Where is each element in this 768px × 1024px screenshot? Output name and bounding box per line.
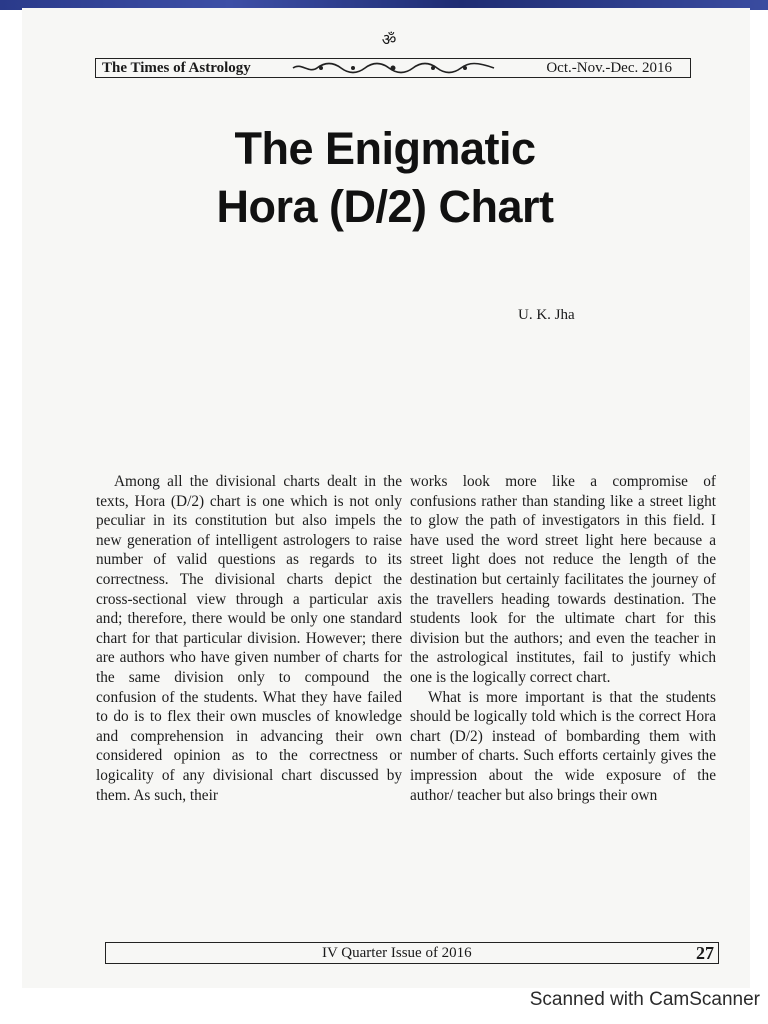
magazine-name: The Times of Astrology [102, 60, 251, 76]
issue-date: Oct.-Nov.-Dec. 2016 [546, 60, 672, 76]
om-symbol: ॐ [381, 32, 397, 49]
scanner-watermark: Scanned with CamScanner [529, 989, 760, 1010]
title-line-1: The Enigmatic [234, 123, 536, 174]
running-header [95, 58, 691, 78]
article-column-left [96, 472, 402, 805]
paragraph: Among all the divisional charts dealt in the texts, Hora (D/2) chart is one which is not only peculiar in its constitution but also impels the new generation of intelligent astrologers to raise number of valid questions as regards to its correctness. The divisional charts depict the cross-sectional view through a particular axis and; therefore, there would be only one standard chart for that particular division. However; there are authors who have given number of charts for the same division only to compound the confusion of the students. What they have failed to do is to flex their own muscles of knowledge and comprehension in advancing their own considered opinion as to the correctness or logicality of any divisional chart discussed by them. As such, their [96, 473, 402, 804]
footer-issue: IV Quarter Issue of 2016 [322, 945, 472, 961]
page-number: 27 [696, 943, 714, 963]
article-column-right [410, 472, 716, 805]
author-name: U. K. Jha [518, 307, 575, 323]
paragraph: works look more like a compromise of confusions rather than standing like a street light to glow the path of investigators in this field. I have used the word street light here because a street light does not reduce the length of the destination but certainly facilitates the journey of the travellers heading towards destination. The students look for the ultimate chart for this division but the authors; and even the teacher in the astrological institutes, fail to justify which one is the logically correct chart. [410, 473, 716, 686]
running-footer [105, 942, 719, 964]
article-title [150, 120, 620, 236]
ornament-icon [291, 61, 496, 75]
paragraph: What is more important is that the students should be logically told which is the correct Hora chart (D/2) instead of bombarding them with number of charts. Such efforts certainly gives the impression about the wide exposure of the author/ teacher but also brings their own [410, 688, 716, 804]
title-line-2: Hora (D/2) Chart [216, 181, 554, 232]
